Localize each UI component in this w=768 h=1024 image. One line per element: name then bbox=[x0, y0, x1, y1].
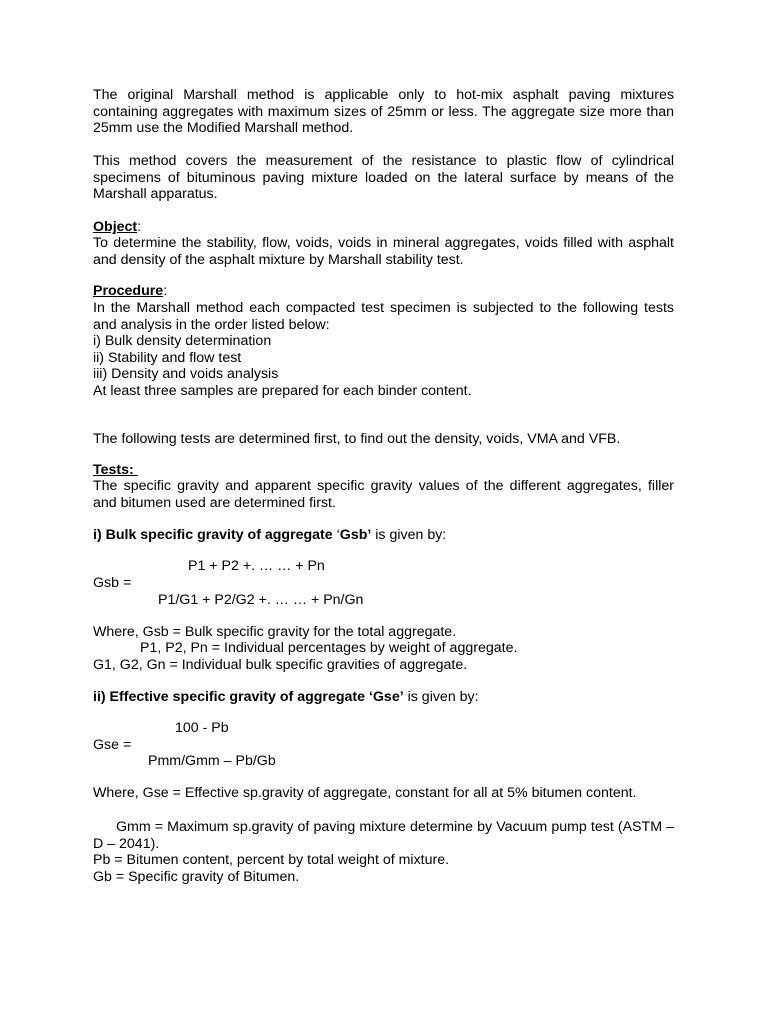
gse-where-1: Where, Gse = Effective sp.gravity of aggregate, constant for all at 5% bitumen content. bbox=[93, 785, 637, 801]
procedure-colon: : bbox=[163, 283, 168, 299]
tests-heading: Tests: bbox=[93, 462, 134, 478]
intro-paragraph-2: This method covers the measurement of the resistance to plastic flow of cylindrical specimens of bituminous paving mixture loaded on the lateral surface by means of the Marshall apparatus. bbox=[93, 153, 674, 203]
object-heading: Object bbox=[93, 219, 138, 235]
gsb-lhs: Gsb = bbox=[93, 575, 132, 591]
gse-where-4: Gb = Specific gravity of Bitumen. bbox=[93, 869, 300, 885]
gsb-heading: i) Bulk specific gravity of aggregate ‘Gsb’ is given by: bbox=[93, 527, 447, 543]
procedure-step-2: ii) Stability and flow test bbox=[93, 350, 242, 366]
procedure-step-3: iii) Density and voids analysis bbox=[93, 366, 279, 382]
following-tests-text: The following tests are determined first, to find out the density, voids, VMA and VFB. bbox=[93, 431, 621, 447]
procedure-text: In the Marshall method each compacted test specimen is subjected to the following tests and analysis in the order listed below: bbox=[93, 300, 674, 333]
object-colon: : bbox=[137, 219, 142, 235]
gse-numerator: 100 - Pb bbox=[175, 720, 229, 736]
gse-where-2: Gmm = Maximum sp.gravity of paving mixture determine by Vacuum pump test (ASTM – D – 2041). bbox=[93, 819, 674, 852]
object-text: To determine the stability, flow, voids, voids in mineral aggregates, voids filled with asphalt and density of the asphalt mixture by Marshall stability test. bbox=[93, 235, 674, 268]
gsb-numerator: P1 + P2 +. … … + Pn bbox=[188, 558, 325, 574]
intro-paragraph-1: The original Marshall method is applicable only to hot-mix asphalt paving mixtures containing aggregates with maximum sizes of 25mm or less. The aggregate size more than 25mm use the Modified Marshall method. bbox=[93, 87, 674, 137]
procedure-step-1: i) Bulk density determination bbox=[93, 333, 272, 349]
gsb-where-2: P1, P2, Pn = Individual percentages by weight of aggregate. bbox=[140, 640, 518, 656]
gse-heading: ii) Effective specific gravity of aggregate ‘Gse’ is given by: bbox=[93, 689, 479, 705]
gsb-where-3: G1, G2, Gn = Individual bulk specific gravities of aggregate. bbox=[93, 657, 468, 673]
object-heading-line bbox=[93, 219, 674, 236]
gsb-denominator: P1/G1 + P2/G2 +. … … + Pn/Gn bbox=[158, 592, 364, 608]
procedure-heading-line bbox=[93, 283, 674, 300]
tests-text: The specific gravity and apparent specific gravity values of the different aggregates, filler and bitumen used are determined first. bbox=[93, 478, 674, 511]
gsb-where-1: Where, Gsb = Bulk specific gravity for the total aggregate. bbox=[93, 624, 457, 640]
gse-denominator: Pmm/Gmm – Pb/Gb bbox=[148, 753, 276, 769]
procedure-heading: Procedure bbox=[93, 283, 164, 299]
procedure-note: At least three samples are prepared for each binder content. bbox=[93, 383, 472, 399]
gse-where-3: Pb = Bitumen content, percent by total weight of mixture. bbox=[93, 852, 450, 868]
gse-lhs: Gse = bbox=[93, 737, 132, 753]
